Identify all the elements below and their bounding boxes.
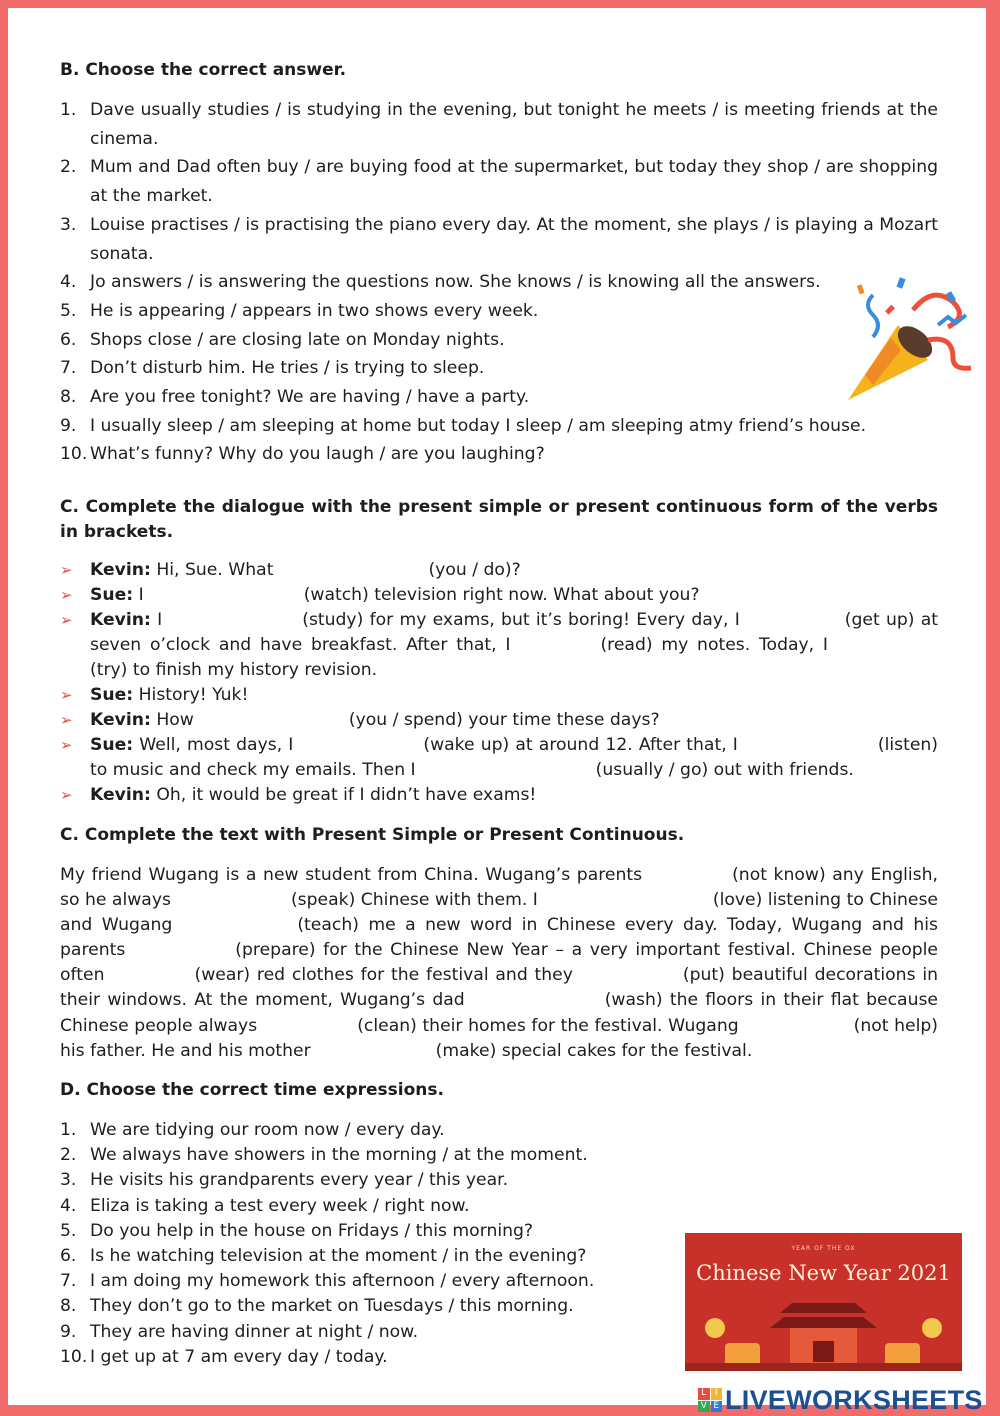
paragraph-text: (wash) the floors in their flat because Chinese people always <box>60 990 938 1036</box>
list-item <box>60 1269 660 1294</box>
item-number: 7. <box>60 358 77 379</box>
section-c-text-heading: C. Complete the text with Present Simple or Present Continuous. <box>60 825 685 845</box>
item-number: 3. <box>60 1170 77 1191</box>
item-text: He is appearing / appears in two shows every week. <box>90 300 539 321</box>
item-number: 6. <box>60 329 77 350</box>
dialogue-text: (wake up) at around 12. After that, I <box>423 735 738 755</box>
item-text: Mum and Dad often buy / are buying food at the supermarket, but today they shop / are shopping at the market. <box>90 157 938 207</box>
streamer <box>928 339 971 368</box>
paragraph-text: (clean) their homes for the festival. Wugang <box>357 1015 739 1036</box>
list-item <box>60 153 938 210</box>
list-item <box>60 1118 660 1143</box>
dialogue-text: I <box>150 610 163 630</box>
dialogue-text: I <box>133 585 144 605</box>
item-number: 3. <box>60 214 77 235</box>
item-number: 8. <box>60 1296 77 1317</box>
dialogue-text: Well, most days, I <box>133 735 294 755</box>
list-item <box>60 440 938 469</box>
chinese-new-year-image <box>685 1233 962 1371</box>
section-c-dialogue-heading: C. Complete the dialogue with the present simple or present continuous form of the verbs in brackets. <box>60 497 938 542</box>
item-text: I get up at 7 am every day / today. <box>90 1346 388 1367</box>
section-b-list <box>60 96 938 469</box>
dialogue-text: (usually / go) out with friends. <box>595 760 854 780</box>
item-number: 9. <box>60 415 77 436</box>
dialogue-line <box>60 558 938 583</box>
section-b-heading: B. Choose the correct answer. <box>60 60 347 80</box>
paragraph-text: (prepare) for the Chinese New Year – a very important festival. Chinese people often <box>60 940 938 986</box>
liveworksheets-wordmark: LIVEWORKSHEETS <box>725 1384 983 1415</box>
dialogue-line <box>60 733 938 783</box>
dialogue-line <box>60 708 938 733</box>
item-text: Is he watching television at the moment / in the evening? <box>90 1246 587 1267</box>
party-popper-icon <box>843 270 973 405</box>
item-number: 8. <box>60 387 77 408</box>
speaker-name: Kevin: <box>90 785 151 805</box>
item-number: 4. <box>60 1195 77 1216</box>
item-number: 5. <box>60 1220 77 1241</box>
item-text: Don’t disturb him. He tries / is trying to sleep. <box>90 358 485 379</box>
paragraph-text: (not help) his father. He and his mother <box>60 1015 938 1061</box>
paragraph-text: (put) beautiful decorations in their windows. At the moment, Wugang’s dad <box>60 965 938 1011</box>
lantern <box>922 1318 942 1338</box>
item-number: 2. <box>60 157 77 178</box>
list-item <box>60 96 938 153</box>
item-text: What’s funny? Why do you laugh / are you laughing? <box>90 444 545 465</box>
confetti <box>885 305 895 315</box>
list-item <box>60 1320 660 1345</box>
list-item <box>60 211 938 268</box>
badge-letter: V <box>698 1401 710 1413</box>
dialogue-line <box>60 608 938 683</box>
paragraph-text: (love) listening to Chinese and Wugang <box>60 890 938 936</box>
dialogue-text: How <box>150 710 194 730</box>
speaker-name: Sue: <box>90 685 134 705</box>
arrow-bullet-icon: ➢ <box>60 686 73 704</box>
item-number: 1. <box>60 100 77 120</box>
streamer <box>868 295 878 337</box>
dialogue-line <box>60 783 938 808</box>
liveworksheets-logo <box>698 1384 983 1416</box>
list-item <box>60 1168 660 1193</box>
paragraph-text: (make) special cakes for the festival. <box>435 1040 753 1061</box>
item-text: Do you help in the house on Fridays / this morning? <box>90 1220 534 1241</box>
item-number: 6. <box>60 1246 77 1267</box>
dialogue-text: Oh, it would be great if I didn’t have exams! <box>150 785 537 805</box>
ground <box>685 1363 962 1371</box>
arrow-bullet-icon: ➢ <box>60 711 73 729</box>
speaker-name: Kevin: <box>90 710 151 730</box>
arrow-bullet-icon: ➢ <box>60 561 73 579</box>
arrow-bullet-icon: ➢ <box>60 786 73 804</box>
item-number: 2. <box>60 1145 77 1166</box>
dialogue-text: (listen) to music and check my emails. Then I <box>90 735 938 780</box>
item-text: Dave usually studies / is studying in the evening, but tonight he meets / is meeting friends at the cinema. <box>90 100 938 149</box>
item-number: 9. <box>60 1321 77 1342</box>
list-item <box>60 383 938 412</box>
live-badge-icon <box>698 1388 722 1412</box>
arrow-bullet-icon: ➢ <box>60 736 73 754</box>
item-number: 7. <box>60 1271 77 1292</box>
list-item <box>60 326 938 355</box>
list-item <box>60 1143 660 1168</box>
paragraph-text: (wear) red clothes for the festival and they <box>194 965 573 986</box>
list-item <box>60 268 938 297</box>
list-item <box>60 1294 660 1319</box>
item-text: Jo answers / is answering the questions now. She knows / is knowing all the answers. <box>90 272 821 293</box>
lantern <box>705 1318 725 1338</box>
item-text: We are tidying our room now / every day. <box>90 1120 445 1140</box>
item-text: They are having dinner at night / now. <box>90 1321 419 1342</box>
list-item <box>60 297 938 326</box>
arrow-bullet-icon: ➢ <box>60 611 73 629</box>
item-text: He visits his grandparents every year / this year. <box>90 1170 509 1191</box>
item-number: 5. <box>60 300 77 321</box>
paragraph-text: (teach) me a new word in Chinese every day. Today, Wugang and his parents <box>60 915 939 961</box>
dialogue-text: (you / do)? <box>428 560 521 580</box>
dialogue-text: Hi, Sue. What <box>150 560 274 580</box>
item-text: Louise practises / is practising the piano every day. At the moment, she plays / is playing a Mozart sonata. <box>90 214 938 264</box>
dialogue-text: (study) for my exams, but it’s boring! Every day, I <box>302 610 740 630</box>
list-item <box>60 1219 660 1244</box>
temple-illustration <box>685 1233 962 1371</box>
badge-letter: I <box>711 1388 723 1400</box>
badge-letter: L <box>698 1388 710 1400</box>
dialogue-line <box>60 583 938 608</box>
item-text: Shops close / are closing late on Monday nights. <box>90 329 505 350</box>
dialogue-text: (you / spend) your time these days? <box>348 710 660 730</box>
dialogue-text: (try) to finish my history revision. <box>90 660 378 680</box>
speaker-name: Sue: <box>90 735 134 755</box>
dialogue-text: (watch) television right now. What about you? <box>303 585 700 605</box>
dialogue-list <box>60 558 938 808</box>
list-item <box>60 1194 660 1219</box>
speaker-name: Kevin: <box>90 560 151 580</box>
list-item <box>60 1244 660 1269</box>
confetti <box>896 277 905 288</box>
item-text: I usually sleep / am sleeping at home but today I sleep / am sleeping atmy friend’s house. <box>90 415 867 436</box>
list-item <box>60 412 938 441</box>
item-text: Eliza is taking a test every week / right now. <box>90 1195 470 1216</box>
item-text: We always have showers in the morning / at the moment. <box>90 1145 588 1166</box>
temple-door <box>813 1341 834 1362</box>
paragraph-text: (speak) Chinese with them. I <box>290 890 538 911</box>
item-number: 10. <box>60 1346 88 1367</box>
speaker-name: Kevin: <box>90 610 151 630</box>
dialogue-text: History! Yuk! <box>133 685 249 705</box>
speaker-name: Sue: <box>90 585 134 605</box>
temple-roof <box>770 1317 877 1328</box>
item-number: 4. <box>60 272 77 293</box>
temple-roof <box>780 1303 867 1313</box>
list-item <box>60 1345 660 1370</box>
dialogue-text: (get up) at seven o’clock and have breakfast. After that, I <box>90 610 938 655</box>
dialogue-line <box>60 683 938 708</box>
dialogue-text: (read) my notes. Today, I <box>600 635 829 655</box>
item-text: Are you free tonight? We are having / have a party. <box>90 387 530 408</box>
confetti <box>857 284 865 294</box>
wugang-paragraph <box>60 863 938 1064</box>
arrow-bullet-icon: ➢ <box>60 586 73 604</box>
section-d-list <box>60 1118 660 1370</box>
list-item <box>60 354 938 383</box>
item-number: 1. <box>60 1120 77 1140</box>
item-text: I am doing my homework this afternoon / every afternoon. <box>90 1271 595 1292</box>
paragraph-text: My friend Wugang is a new student from China. Wugang’s parents <box>60 865 643 885</box>
cny-title: Chinese New Year 2021 <box>696 1261 951 1285</box>
badge-letter: E <box>711 1401 723 1413</box>
item-text: They don’t go to the market on Tuesdays / this morning. <box>90 1296 574 1317</box>
worksheet-page <box>8 8 986 1415</box>
cny-subtitle: YEAR OF THE OX <box>791 1245 856 1252</box>
item-number: 10. <box>60 444 88 465</box>
paragraph-text: (not know) any English, so he always <box>60 865 938 911</box>
section-d-heading: D. Choose the correct time expressions. <box>60 1080 444 1100</box>
